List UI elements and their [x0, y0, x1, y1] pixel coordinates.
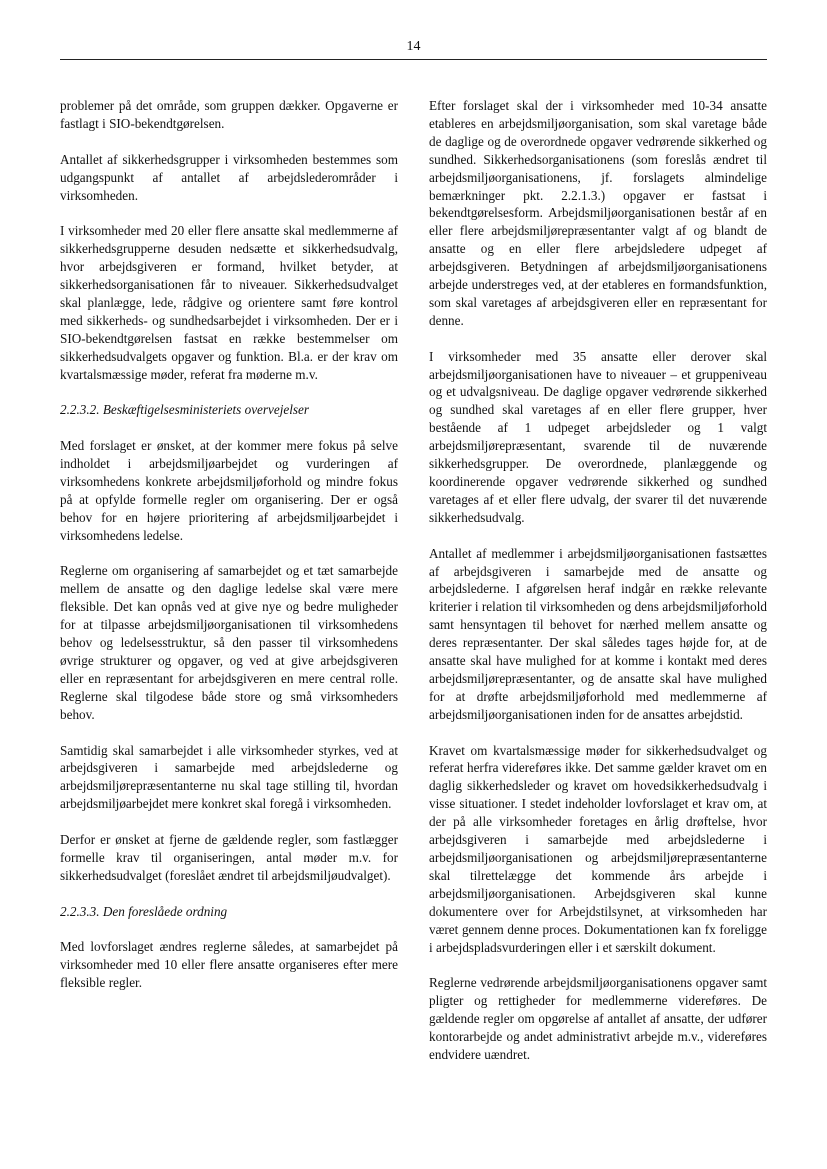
paragraph: I virksomheder med 35 ansatte eller derover skal arbejdsmiljøorganisationen have to niveauer – et gruppeniveau og et udvalgsniveau. De daglige opgaver vedrørende sikkerhed og sundhed skal varetages af en eller flere grupper, hver bestående af 1 udpeget arbejdsleder og 1 valgt arbejdsmiljørepræsentant, svarende til de nuværende sikkerhedsgrupper. De overordnede, planlæggende og koordinerende opgaver vedrørende sikkerhed og sundhed varetages af et eller flere udvalg, der svarer til det nuværende sikkerhedsudvalg. — [429, 348, 767, 525]
paragraph: Reglerne om organisering af samarbejdet og et tæt samarbejde mellem de ansatte og den daglige ledelse skal være mere fleksible. Det kan opnås ved at give nye og bedre muligheder for at tilpasse arbejdsmiljøorganisationen til virksomhedens behov og ledelsesstruktur, så den passer til virksomhedens øvrige strukturer og opgaver, og ved at give arbejdsgiveren eller en repræsentant for arbejdsgiveren en mere central rolle. Reglerne skal tilgodese både store og små virksomheders behov. — [60, 563, 398, 722]
paragraph: Efter forslaget skal der i virksomheder med 10-34 ansatte etableres en arbejdsmiljøorganisation, som skal varetage både de daglige og de overordnede opgaver vedrørende sikkerhed og sundhed. Sikkerhedsorganisationens (som foreslås ændret til arbejdsmiljøorganisationens, jf. forslagets almindelige bemærkninger pkt. 2.2.1.3.) opgaver er fastsat i bekendtgørelsesform. Arbejdsmiljøorganisationen består af en eller flere arbejdsmiljørepræsentanter valgt af og blandt de ansatte og en eller flere arbejdsledere udpeget af arbejdsgiveren. Betydningen af arbejdsmiljøorganisationens arbejde understreges ved, at der etableres en formandsfunktion, som skal varetages af arbejdsgiveren eller en repræsentant for denne. — [429, 98, 767, 328]
section-heading: 2.2.3.2. Beskæftigelsesministeriets overvejelser — [60, 402, 310, 418]
paragraph: Reglerne vedrørende arbejdsmiljøorganisationens opgaver samt pligter og rettigheder for medlemmerne videreføres. De gældende regler om opgørelse af antallet af ansatte, der udfører kontorarbejde og andet administrativt arbejde m.v., videreføres endvidere uændret. — [429, 975, 767, 1062]
paragraph: Derfor er ønsket at fjerne de gældende regler, som fastlægger formelle krav til organiseringen, antal møder m.v. for sikkerhedsudvalget (foreslået ændret til arbejdsmiljøudvalget). — [60, 832, 398, 883]
paragraph: Med forslaget er ønsket, at der kommer mere fokus på selve indholdet i arbejdsmiljøarbejdet og vurderingen af virksomhedens konkrete arbejdsmiljøforhold og mindre fokus på at opfylde formelle regler om organisering. Der er også behov for en højere prioritering af arbejdsmiljøarbejdet i virksomhedens ledelse. — [60, 438, 398, 543]
right-column — [429, 97, 767, 1064]
paragraph: Med lovforslaget ændres reglerne således, at samarbejdet på virksomheder med 10 eller flere ansatte organiseres efter mere fleksible regler. — [60, 939, 398, 991]
paragraph: Antallet af sikkerhedsgrupper i virksomheden bestemmes som udgangspunkt af antallet af arbejdslederområder i virksomheden. — [60, 151, 398, 203]
page-number: 14 — [406, 39, 421, 54]
paragraph: Kravet om kvartalsmæssige møder for sikkerhedsudvalget og referat herfra videreføres ikke. Det samme gælder kravet om en daglig sikkerhedsleder og kravet om hovedsikkerhedsudvalg i visse situationer. I stedet indeholder lovforslaget et krav om, at der på alle virksomheder foretages en årlig drøftelse, hvor arbejdsgiveren i samarbejde med arbejdslederne i arbejdsmiljøorganisationen og arbejdsmiljørepræsentanterne skal tilrettelægge det kommende års arbejde i arbejdsmiljøorganisationen. Arbejdsgiveren skal kunne dokumentere over for Arbejdstilsynet, at virksomheden har været gennem denne proces. Dokumentationen kan fx foreligge i arbejdspladsvurderingen eller i et særskilt dokument. — [429, 742, 767, 955]
left-column — [60, 97, 398, 992]
paragraph: problemer på det område, som gruppen dækker. Opgaverne er fastlagt i SIO-bekendtgørelsen. — [60, 98, 398, 131]
header-rule — [60, 59, 767, 60]
paragraph: Samtidig skal samarbejdet i alle virksomheder styrkes, ved at arbejdsgiveren i samarbejde med arbejdslederne og arbejdsmiljørepræsentanterne nu skal tage stilling til, hvordan arbejdsmiljøarbejdet mere konkret skal foregå i virksomheden. — [60, 742, 398, 812]
section-heading: 2.2.3.3. Den foreslåede ordning — [60, 903, 228, 919]
paragraph: Antallet af medlemmer i arbejdsmiljøorganisationen fastsættes af arbejdsgiveren i samarbejde med de ansatte og arbejdslederne. I afgørelsen heraf indgår en række relevante kriterier i relation til virksomheden og dens arbejdsmiljøforhold samt hensyntagen til behovet for nærhed mellem ansatte og deres repræsentanter. Der skal således tages højde for, at de ansatte skal have mulighed for at komme i kontakt med deres arbejdsmiljørepræsentanter, og de ansatte skal have mulighed for at drøfte arbejdsmiljøforhold med medlemmerne af arbejdsmiljøorganisationen inden for de ansattes arbejdstid. — [429, 545, 767, 722]
paragraph: I virksomheder med 20 eller flere ansatte skal medlemmerne af sikkerhedsgrupperne desuden nedsætte et sikkerhedsudvalg, hvor arbejdsgiveren er formand, hvilket betyder, at sikkerhedsorganisationen får to niveauer. Sikkerhedsudvalget skal planlægge, lede, rådgive og orientere samt føre kontrol med sikkerheds- og sundhedsarbejdet i virksomheden. Der er i SIO-bekendtgørelsen fastsat en række bestemmelser om sikkerhedsudvalgets opgaver og funktion. Bl.a. er der krav om kvartalsmæssige møder, referat fra møderne m.v. — [60, 223, 398, 382]
